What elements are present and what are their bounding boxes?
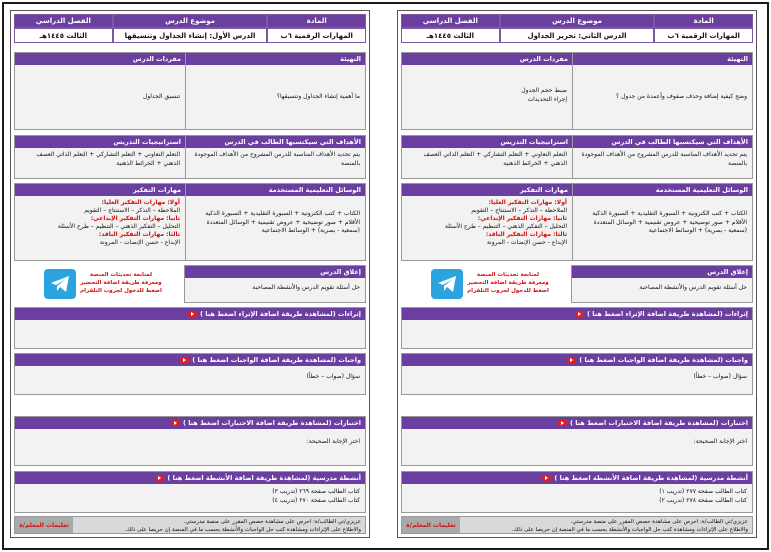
warmup-text[interactable]: ما أهمية إنشاء الجداول وتنسيقها؟ — [276, 93, 360, 100]
activity-item[interactable]: كتاب الطالب صفحة ٢٧٠ (تدريب ٤) — [272, 497, 360, 504]
enrichment-section — [14, 307, 366, 349]
strategies-title: استراتيجيات التدريس — [15, 136, 185, 148]
youtube-icon[interactable] — [180, 357, 189, 363]
thinking-label-higher: أولا: مهارات التفكير العليا: — [101, 199, 180, 206]
activities-title[interactable]: أنشطة مدرسية (لمشاهدة طريقة اضافة الأنشطة اضغط هنا ) — [554, 474, 748, 482]
thinking-label-critical: ثالثا: مهارات التفكير الناقد: — [98, 231, 180, 239]
telegram-icon[interactable] — [44, 269, 76, 299]
closure-text[interactable]: حل أسئلة تقويم الدرس والأنشطة المصاحبة — [252, 284, 360, 291]
enrichment-section — [401, 307, 753, 349]
thinking-title: مهارات التفكير — [402, 184, 572, 196]
closure-text[interactable]: حل أسئلة تقويم الدرس والأنشطة المصاحبة — [639, 284, 747, 291]
lesson-topic-value: الدرس الأول: إنشاء الجداول وتنسيقها — [113, 28, 268, 43]
telegram-promo-text: لمتابعة تحديثات المنصة ومعرفة طريقة اضافة التحضير اضغط للدخول لجروب التلقرام — [80, 272, 162, 294]
objectives-title: الأهداف التي سيكتسبها الطالب في الدرس — [572, 136, 752, 148]
semester-header: الفصل الدراسي — [401, 14, 500, 28]
objectives-title: الأهداف التي سيكتسبها الطالب في الدرس — [185, 136, 365, 148]
notes-label: تعليمات المعلم/ة — [15, 517, 73, 533]
aids-text[interactable]: الكتاب + كتب الكترونية + السبورة التقليدية + السبورة الذكية الأقلام + صور توضيحية + عروض تقنيمية + الوسائل المتعددة (سمعية - بصرية) + الوسائط الاجتماعية — [205, 210, 360, 235]
subject-value: المهارات الرقمية ٦ب — [267, 28, 366, 43]
teacher-notes — [401, 516, 753, 534]
activities-section — [14, 471, 366, 513]
objectives-text[interactable]: يتم تحديد الأهداف المناسبة للدرس المشروح من الأهداف الموجودة بالمنصة — [194, 151, 360, 167]
homework-title[interactable]: واجبات (لمشاهدة طريقة اضافة الواجبات اضغط هنا ) — [192, 356, 361, 364]
closure-title: إغلاق الدرس — [572, 266, 752, 278]
strategies-section — [14, 135, 186, 179]
tests-title[interactable]: اختبارات (لمشاهدة طريقة اضافة الاختبارات اضغط هنا ) — [182, 419, 361, 427]
tests-section — [14, 416, 366, 466]
header-values — [401, 28, 753, 43]
thinking-text-creative[interactable]: التحليل – التفكير الذهني – التنظيم – طرح الأسئلة — [444, 223, 567, 231]
youtube-icon[interactable] — [188, 311, 197, 317]
thinking-section — [14, 183, 186, 261]
aids-title: الوسائل التعليمية المستخدمة — [572, 184, 752, 196]
vocab-section — [401, 52, 573, 130]
thinking-section — [401, 183, 573, 261]
notes-line: والاطلاع على الإثراءات ومشاهدة كتب حل الواجبات والأنشطة بحسب ما في المنصة إن حريصا على ذلك. — [124, 527, 361, 534]
enrichment-title[interactable]: إثراءات (لمشاهدة طريقة اضافة الإثراء اضغط هنا ) — [200, 310, 361, 318]
closure-section — [571, 265, 753, 303]
tests-text[interactable]: اختر الإجابة الصحيحة: — [306, 438, 360, 445]
telegram-icon[interactable] — [431, 269, 463, 299]
aids-title: الوسائل التعليمية المستخدمة — [185, 184, 365, 196]
lesson-topic-header: موضوع الدرس — [500, 14, 655, 28]
strategies-section — [401, 135, 573, 179]
enrichment-title[interactable]: إثراءات (لمشاهدة طريقة اضافة الإثراء اضغط هنا ) — [587, 310, 748, 318]
warmup-title: التهيئة — [572, 53, 752, 65]
vocab-item[interactable]: ضبط حجم الجدول — [521, 87, 567, 94]
telegram-promo-text: لمتابعة تحديثات المنصة ومعرفة طريقة اضافة التحضير اضغط للدخول لجروب التلقرام — [467, 272, 549, 294]
thinking-text-creative[interactable]: التحليل – التفكير الذهني – التنظيم – طرح الأسئلة — [57, 223, 180, 231]
thinking-label-creative: ثانيا: مهارات التفكير الإبداعي: — [90, 215, 180, 223]
tests-title[interactable]: اختبارات (لمشاهدة طريقة اضافة الاختبارات اضغط هنا ) — [569, 419, 748, 427]
homework-text[interactable]: سؤال (صواب – خطأ) — [306, 373, 360, 380]
activity-item[interactable]: كتاب الطالب صفحة ٢٧٨ (تدريب ٢) — [659, 497, 747, 504]
strategies-text[interactable]: التعلم التعاوني + التعلم التشاركي + التعلم الذاتي العصف الذهني + الخرائط الذهنية — [36, 151, 180, 167]
aids-text[interactable]: الكتاب + كتب الكترونية + السبورة التقليدية + السبورة الذكية الأقلام + صور توضيحية + عروض تقنيمية + الوسائل المتعددة (سمعية - بصرية) + الوسائط الاجتماعية — [592, 210, 747, 235]
activities-title[interactable]: أنشطة مدرسية (لمشاهدة طريقة اضافة الأنشطة اضغط هنا ) — [167, 474, 361, 482]
thinking-title: مهارات التفكير — [15, 184, 185, 196]
closure-title: إغلاق الدرس — [185, 266, 365, 278]
aids-section — [571, 183, 753, 261]
warmup-section — [184, 52, 366, 130]
vocab-section — [14, 52, 186, 130]
youtube-icon[interactable] — [155, 475, 164, 481]
subject-header: المادة — [267, 14, 366, 28]
activity-item[interactable]: كتاب الطالب صفحة ٢٦٩ (تدريب ٣) — [272, 488, 360, 495]
thinking-text-higher[interactable]: الملاحظة – التذكر – الاستنتاج – التقويم — [84, 207, 180, 215]
telegram-promo[interactable] — [19, 265, 187, 303]
youtube-icon[interactable] — [558, 420, 567, 426]
notes-line: والاطلاع على الإثراءات ومشاهدة كتب حل الواجبات والأنشطة بحسب ما في المنصة إن حريصا على ذلك. — [511, 527, 748, 534]
aids-section — [184, 183, 366, 261]
youtube-icon[interactable] — [171, 420, 180, 426]
semester-value: الثالث ١٤٤٥هـ — [14, 28, 113, 43]
objectives-text[interactable]: يتم تحديد الأهداف المناسبة للدرس المشروح من الأهداف الموجودة بالمنصة — [581, 151, 747, 167]
thinking-label-creative: ثانيا: مهارات التفكير الإبداعي: — [477, 215, 567, 223]
thinking-label-higher: أولا: مهارات التفكير العليا: — [488, 199, 567, 206]
thinking-text-critical[interactable]: الإبداع - حسن الإنصات - المرونة — [99, 239, 180, 247]
homework-text[interactable]: سؤال (صواب – خطأ) — [693, 373, 747, 380]
notes-line: عزيزي/تي الطالب/ة: احرص على مشاهدة حصص المقرر على منصة مدرستي. — [183, 519, 361, 525]
notes-label: تعليمات المعلم/ة — [402, 517, 460, 533]
lesson-plan-page-2 — [397, 10, 757, 538]
semester-header: الفصل الدراسي — [14, 14, 113, 28]
strategies-title: استراتيجيات التدريس — [402, 136, 572, 148]
warmup-section — [571, 52, 753, 130]
vocab-title: مفردات الدرس — [15, 53, 185, 65]
lesson-topic-value: الدرس الثاني: تحرير الجداول — [500, 28, 655, 43]
header-labels — [401, 14, 753, 28]
tests-text[interactable]: اختر الإجابة الصحيحة: — [693, 438, 747, 445]
vocab-title: مفردات الدرس — [402, 53, 572, 65]
youtube-icon[interactable] — [575, 311, 584, 317]
telegram-promo[interactable] — [406, 265, 574, 303]
homework-section — [14, 353, 366, 395]
homework-section — [401, 353, 753, 395]
closure-section — [184, 265, 366, 303]
subject-value: المهارات الرقمية ٦ب — [654, 28, 753, 43]
activities-section — [401, 471, 753, 513]
lesson-topic-header: موضوع الدرس — [113, 14, 268, 28]
youtube-icon[interactable] — [542, 475, 551, 481]
header-values — [14, 28, 366, 43]
tests-section — [401, 416, 753, 466]
semester-value: الثالث ١٤٤٥هـ — [401, 28, 500, 43]
thinking-label-critical: ثالثا: مهارات التفكير الناقد: — [485, 231, 567, 239]
vocab-item[interactable]: إجراء التحديدات — [527, 95, 567, 103]
thinking-text-higher[interactable]: الملاحظة – التذكر – الاستنتاج – التقويم — [471, 207, 567, 215]
objectives-section — [571, 135, 753, 179]
homework-title[interactable]: واجبات (لمشاهدة طريقة اضافة الواجبات اضغط هنا ) — [579, 356, 748, 364]
youtube-icon[interactable] — [567, 357, 576, 363]
teacher-notes — [14, 516, 366, 534]
strategies-text[interactable]: التعلم التعاوني + التعلم التشاركي + التعلم الذاتي العصف الذهني + الخرائط الذهنية — [423, 151, 567, 167]
activity-item[interactable]: كتاب الطالب صفحة ٢٧٧ (تدريب ١) — [659, 488, 747, 495]
warmup-text[interactable]: وضح كيفية إضافة وحذف صفوف وأعمدة من جدول ؟ — [616, 93, 747, 100]
notes-line: عزيزي/تي الطالب/ة: احرص على مشاهدة حصص المقرر على منصة مدرستي. — [570, 519, 748, 525]
warmup-title: التهيئة — [185, 53, 365, 65]
subject-header: المادة — [654, 14, 753, 28]
header-labels — [14, 14, 366, 28]
lesson-plan-page-1 — [10, 10, 370, 538]
vocab-item[interactable]: تنسيق الجداول — [143, 93, 180, 100]
thinking-text-critical[interactable]: الإبداع - حسن الإنصات - المرونة — [486, 239, 567, 247]
objectives-section — [184, 135, 366, 179]
